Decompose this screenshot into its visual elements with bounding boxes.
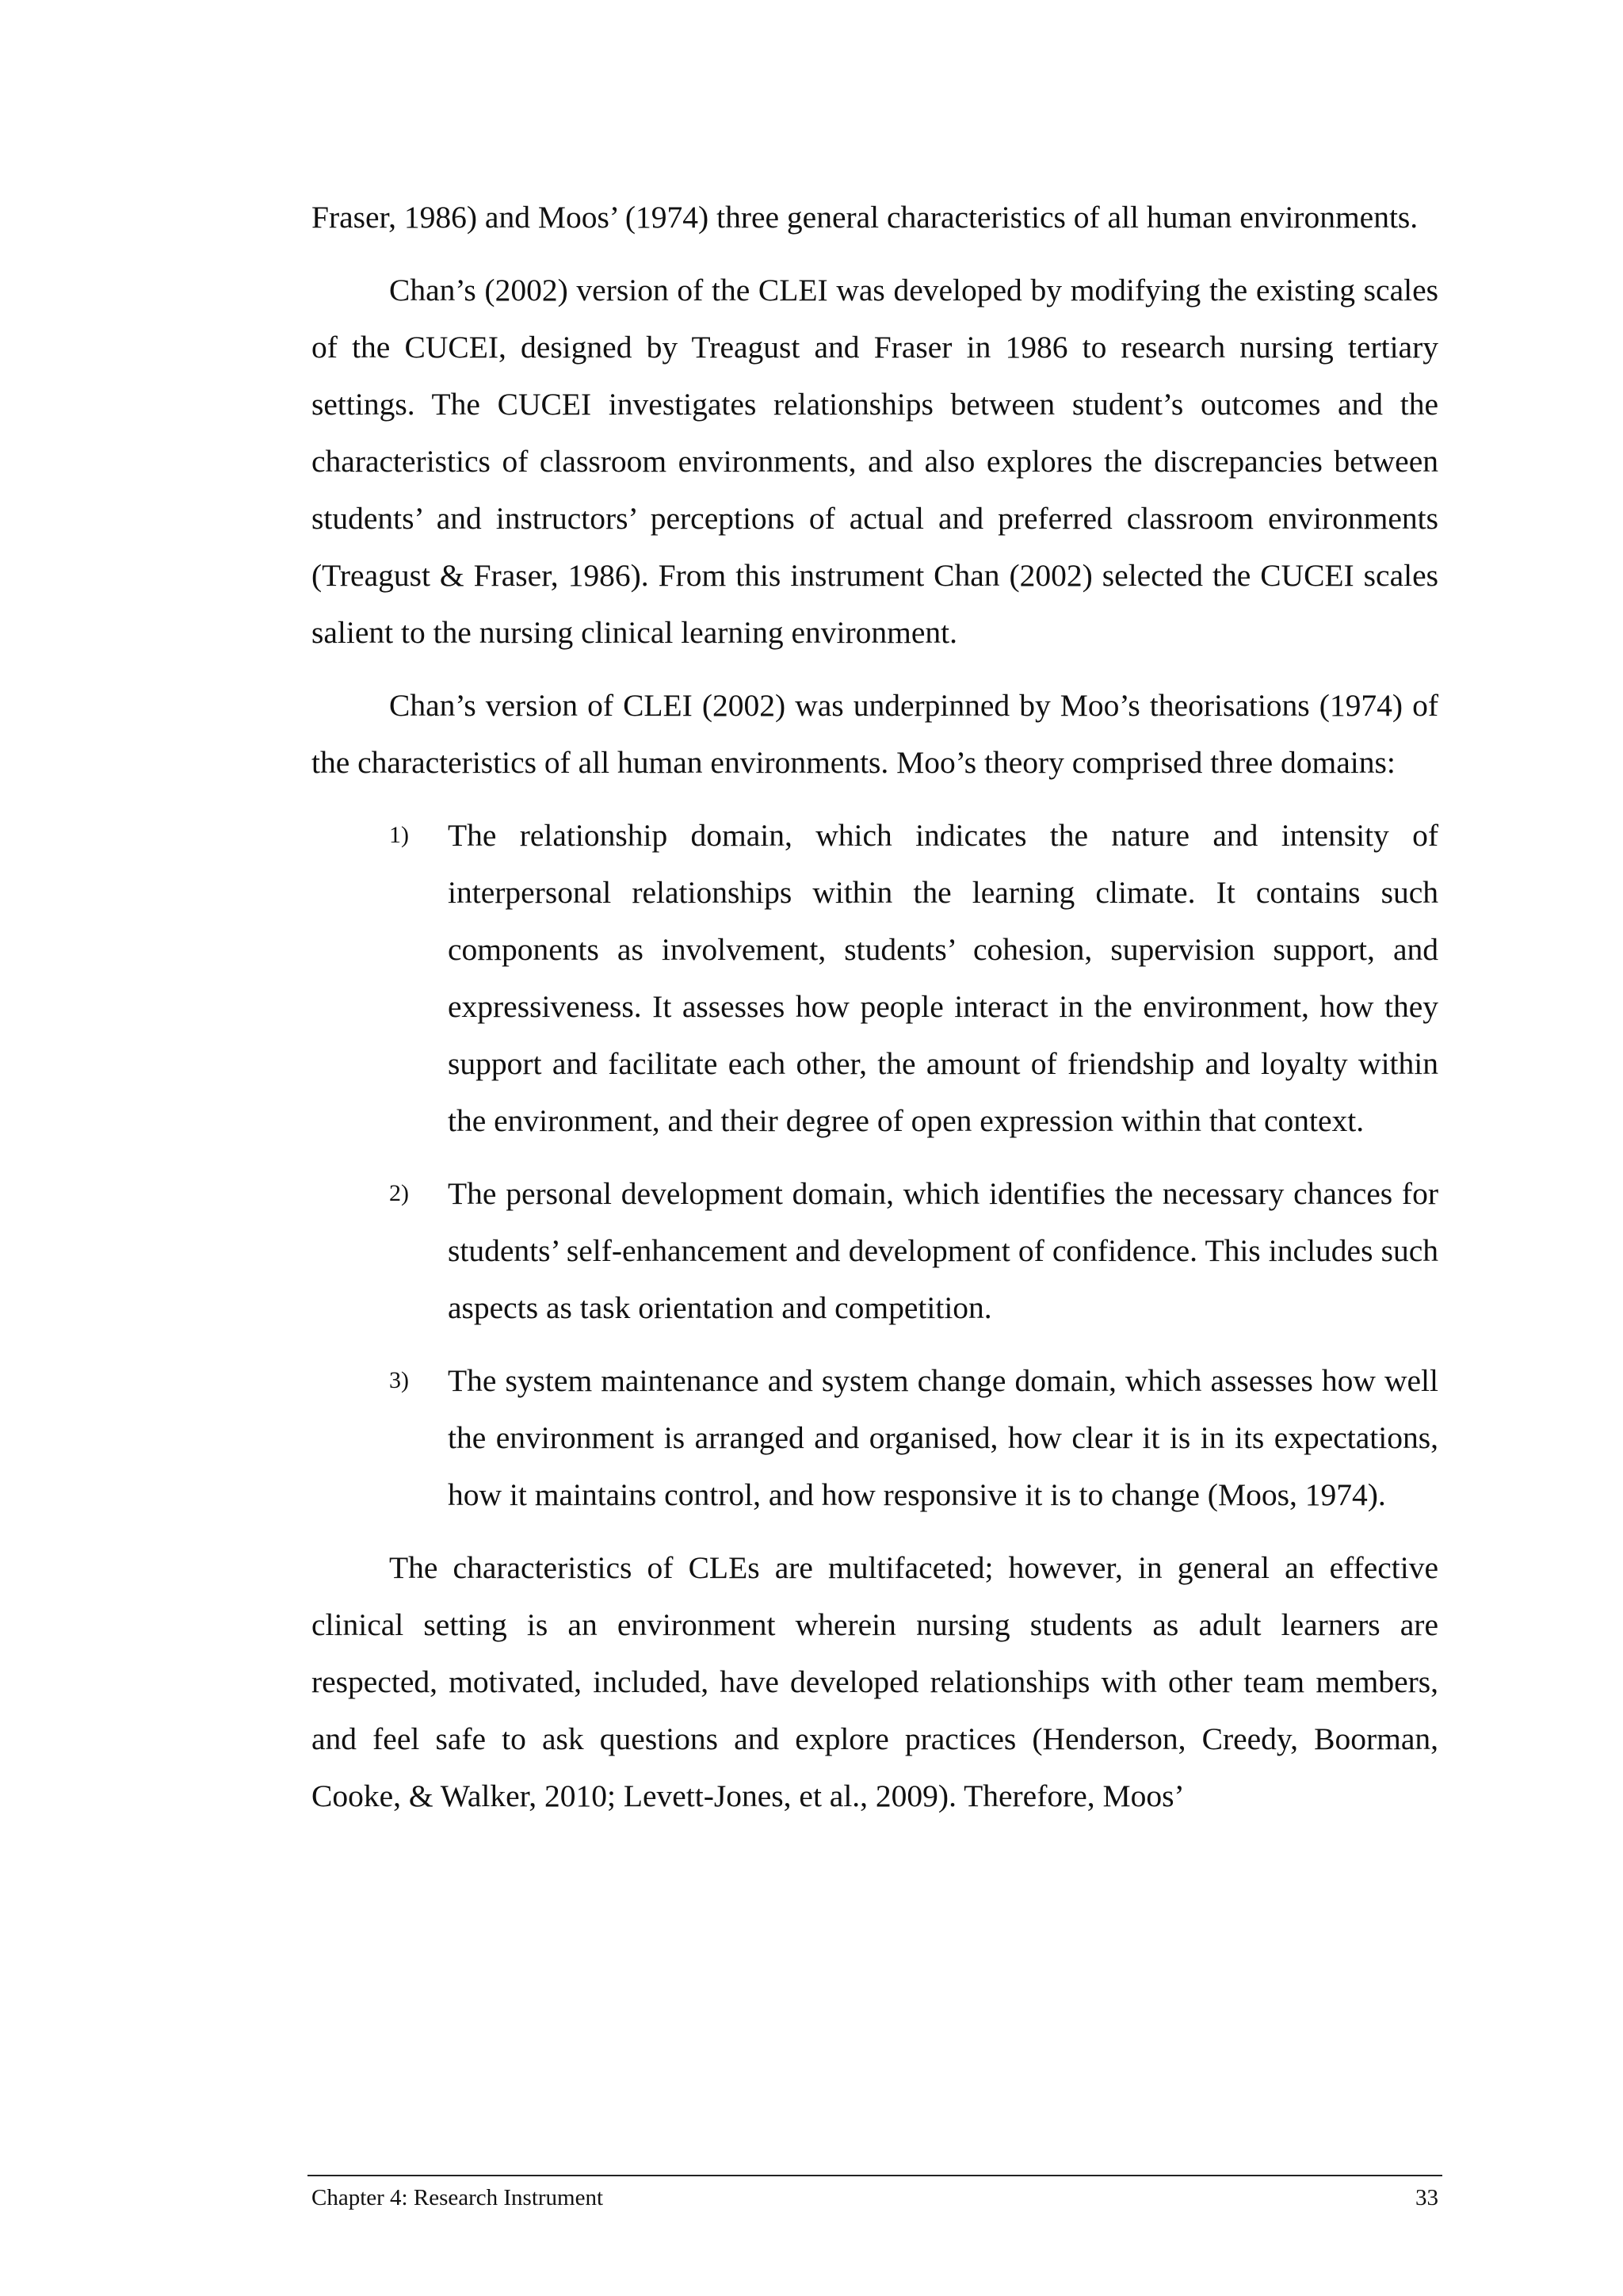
list-item-text: The personal development domain, which identifies the necessary chances for students’ self-enhancement and development of confidence. This includes such aspects as task orientation and competition. <box>448 1176 1438 1325</box>
paragraph-moos-theory: Chan’s version of CLEI (2002) was underpinned by Moo’s theorisations (1974) of the characteristics of all human environments. Moo’s theory comprised three domains: <box>311 688 1438 780</box>
footer-chapter-title: Chapter 4: Research Instrument <box>311 2185 604 2210</box>
domains-list <box>311 807 1438 1523</box>
list-item-number: 1) <box>389 822 409 848</box>
list-item-number: 2) <box>389 1180 409 1206</box>
list-item-text: The relationship domain, which indicates the nature and intensity of interpersonal relationships within the learning climate. It contains such components as involvement, students’ cohesion, supervision support, and expressiveness. It assesses how people interact in the environment, how they support and facilitate each other, the amount of friendship and loyalty within the environment, and their degree of open expression within that context. <box>448 818 1438 1138</box>
footer-divider <box>307 2175 1442 2176</box>
paragraph-cle-characteristics: The characteristics of CLEs are multifaceted; however, in general an effective clinical setting is an environment wherein nursing students as adult learners are respected, motivated, included, have developed relationships with other team members, and feel safe to ask questions and explore practices (Henderson, Creedy, Boorman, Cooke, & Walker, 2010; Levett-Jones, et al., 2009). Therefore, Moos’ <box>311 1550 1438 1813</box>
footer-page-number: 33 <box>1415 2185 1438 2210</box>
list-item-text: The system maintenance and system change domain, which assesses how well the environment is arranged and organised, how clear it is in its expectations, how it maintains control, and how responsive it is to change (Moos, 1974). <box>448 1363 1438 1512</box>
page-footer <box>311 2183 1438 2212</box>
paragraph-continuation: Fraser, 1986) and Moos’ (1974) three general characteristics of all human environments. <box>311 200 1419 235</box>
list-item-number: 3) <box>389 1367 409 1393</box>
list-item <box>311 1352 1438 1523</box>
list-item <box>311 807 1438 1149</box>
list-item <box>311 1165 1438 1336</box>
page-body <box>311 189 1438 1840</box>
paragraph-chan-clei-version: Chan’s (2002) version of the CLEI was developed by modifying the existing scales of the CUCEI, designed by Treagust and Fraser in 1986 to research nursing tertiary settings. The CUCEI investigates relationships between student’s outcomes and the characteristics of classroom environments, and also explores the discrepancies between students’ and instructors’ perceptions of actual and preferred classroom environments (Treagust & Fraser, 1986). From this instrument Chan (2002) selected the CUCEI scales salient to the nursing clinical learning environment. <box>311 273 1438 650</box>
